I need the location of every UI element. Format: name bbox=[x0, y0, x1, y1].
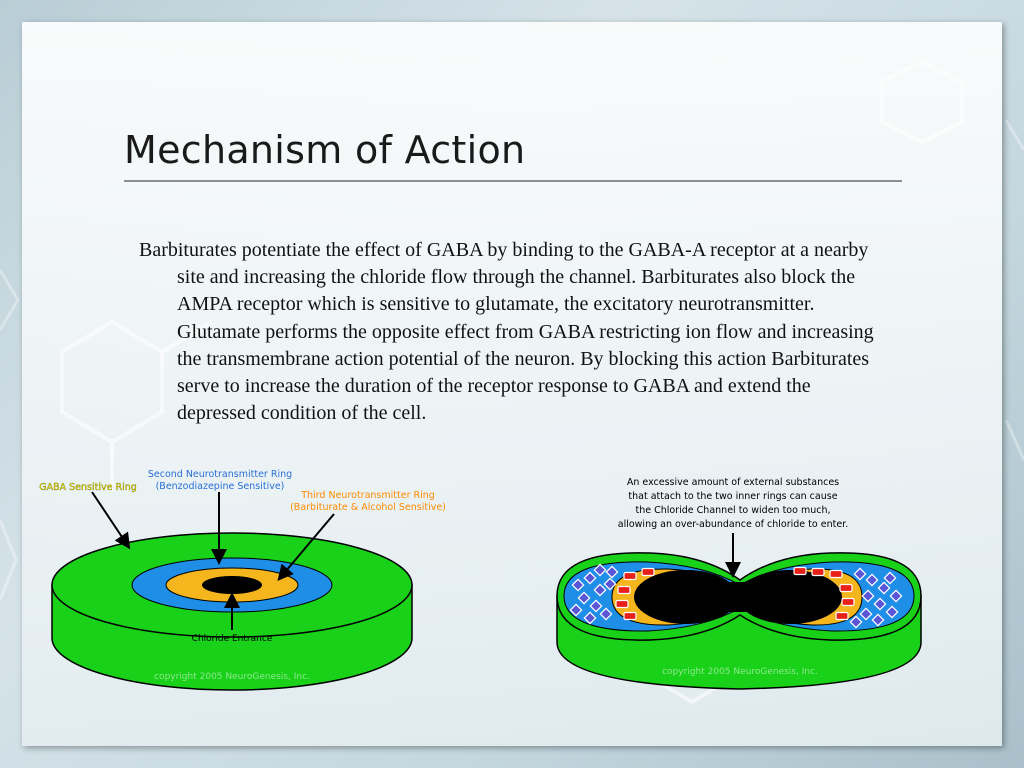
body-paragraph: Barbiturates potentiate the effect of GABA by binding to the GABA-A receptor at a nearby site and increasing the chloride flow through the channel. Barbiturates also block the AMPA receptor which is sensitive to glutamate, the excitatory neurotransmitter. Glutamate performs the opposite effect from GABA restricting ion flow and increasing the transmembrane action potential of the neuron. By blocking this action Barbiturates serve to increase the duration of the receptor response to GABA and extend the depressed condition of the cell. bbox=[139, 239, 874, 425]
left-copyright: copyright 2005 NeuroGenesis, Inc. bbox=[154, 672, 310, 682]
right-caption-line-3: the Chloride Channel to widen too much, bbox=[635, 505, 831, 516]
right-caption-line-4: allowing an over-abundance of chloride to enter. bbox=[617, 519, 849, 530]
third-ring-sublabel: (Barbiturate & Alcohol Sensitive) bbox=[290, 502, 446, 513]
chloride-entrance-label: Chloride Entrance bbox=[191, 634, 273, 644]
slide-title: Mechanism of Action bbox=[124, 128, 526, 172]
second-ring-label: Second Neurotransmitter Ring bbox=[147, 469, 293, 480]
right-copyright: copyright 2005 NeuroGenesis, Inc. bbox=[662, 667, 818, 677]
right-caption-line-2: that attach to the two inner rings can cause bbox=[628, 491, 838, 502]
third-ring-label: Third Neurotransmitter Ring bbox=[301, 490, 435, 501]
right-caption-line-1: An excessive amount of external substances bbox=[626, 477, 840, 488]
second-ring-sublabel: (Benzodiazepine Sensitive) bbox=[155, 481, 285, 492]
gaba-ring-label: GABA Sensitive Ring bbox=[39, 482, 137, 493]
